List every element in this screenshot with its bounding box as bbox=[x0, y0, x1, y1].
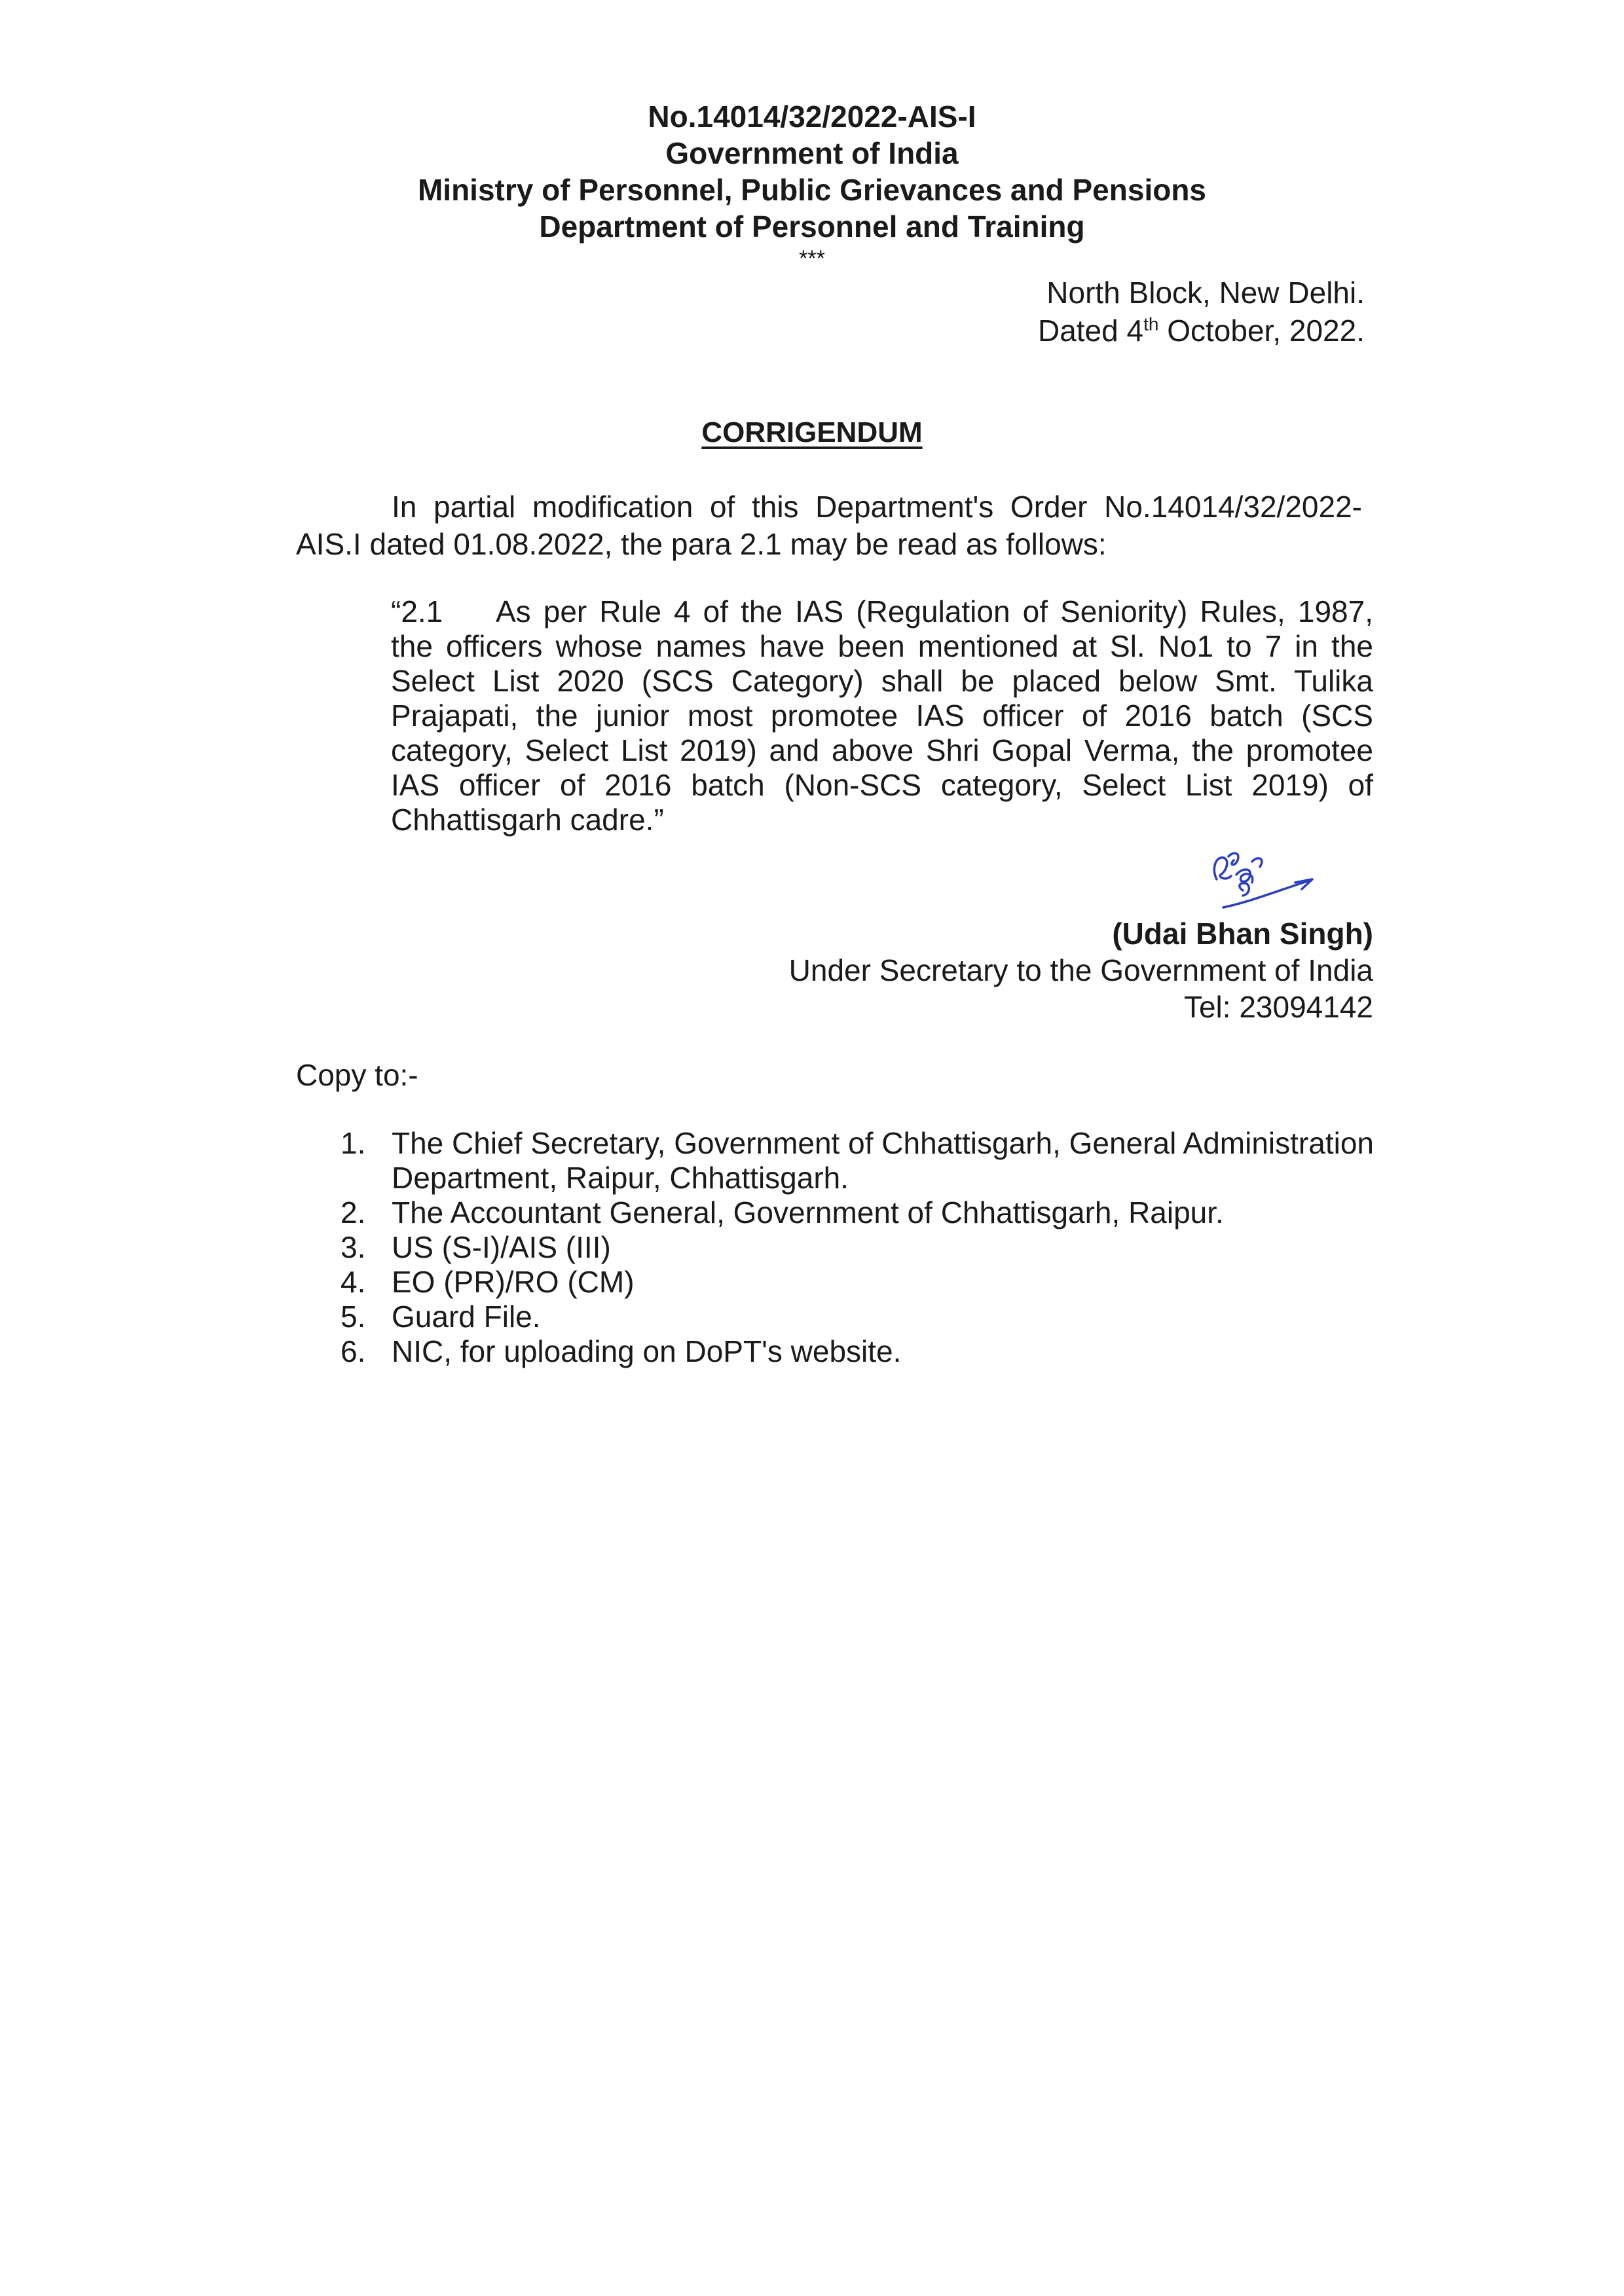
copy-to-item bbox=[341, 1230, 1374, 1265]
copy-to-item bbox=[341, 1300, 1374, 1334]
date bbox=[1038, 312, 1365, 350]
item-text: US (S-I)/AIS (III) bbox=[392, 1230, 611, 1264]
intro-text: In partial modification of this Department's Order No.14014/32/2022-AIS.I dated 01.08.2022, the para 2.1 may be read as follows: bbox=[296, 490, 1362, 561]
signatory-designation: Under Secretary to the Government of India bbox=[788, 953, 1373, 987]
copy-to-item bbox=[341, 1126, 1374, 1195]
copy-to-list bbox=[341, 1126, 1374, 1369]
document-title: CORRIGENDUM bbox=[701, 416, 923, 448]
letterhead bbox=[0, 98, 1624, 270]
date-ordinal: th bbox=[1143, 314, 1159, 335]
item-text: The Accountant General, Government of Chhattisgarh, Raipur. bbox=[392, 1195, 1224, 1230]
file-number: No.14014/32/2022-AIS-I bbox=[648, 100, 976, 134]
signatory-phone: Tel: 23094142 bbox=[1183, 990, 1373, 1024]
signatory-name: (Udai Bhan Singh) bbox=[1112, 917, 1373, 951]
item-text: The Chief Secretary, Government of Chhattisgarh, General Administration Department, Raipur, Chhattisgarh. bbox=[392, 1126, 1374, 1195]
date-prefix: Dated 4 bbox=[1037, 314, 1144, 348]
signature-image bbox=[1197, 843, 1321, 919]
place-and-date bbox=[1038, 274, 1365, 350]
header-separator: *** bbox=[799, 246, 825, 271]
department-name: Department of Personnel and Training bbox=[539, 210, 1085, 244]
place: North Block, New Delhi. bbox=[1046, 276, 1365, 310]
ministry-name: Ministry of Personnel, Public Grievances and Pensions bbox=[417, 173, 1207, 207]
item-number: 1. bbox=[341, 1126, 366, 1160]
copy-to-item bbox=[341, 1334, 1374, 1369]
item-number: 3. bbox=[341, 1230, 366, 1264]
item-number: 4. bbox=[341, 1265, 366, 1299]
quote-number: “2.1 bbox=[391, 594, 443, 629]
item-text: NIC, for uploading on DoPT's website. bbox=[392, 1334, 902, 1368]
copy-to-item bbox=[341, 1195, 1374, 1230]
item-text: Guard File. bbox=[392, 1300, 541, 1334]
item-number: 5. bbox=[341, 1300, 366, 1334]
item-text: EO (PR)/RO (CM) bbox=[392, 1265, 635, 1299]
quoted-para bbox=[391, 594, 1373, 837]
item-number: 2. bbox=[341, 1195, 366, 1230]
government-name: Government of India bbox=[665, 136, 959, 170]
quote-text: As per Rule 4 of the IAS (Regulation of Seniority) Rules, 1987, the officers whose names have been mentioned at Sl. No1 to 7 in the Select List 2020 (SCS Category) shall be placed below Smt. Tulika Prajapati, the junior most promotee IAS officer of 2016 batch (SCS category, Select List 2019) and above Shri Gopal Verma, the promotee IAS officer of 2016 batch (Non-SCS category, Select List 2019) of Chhattisgarh cadre.” bbox=[391, 594, 1373, 837]
copy-to-label: Copy to:- bbox=[296, 1058, 418, 1092]
signatory-block bbox=[789, 915, 1373, 1025]
intro-paragraph bbox=[296, 488, 1362, 563]
item-number: 6. bbox=[341, 1334, 366, 1368]
copy-to-item bbox=[341, 1265, 1374, 1300]
date-suffix: October, 2022. bbox=[1158, 314, 1365, 348]
